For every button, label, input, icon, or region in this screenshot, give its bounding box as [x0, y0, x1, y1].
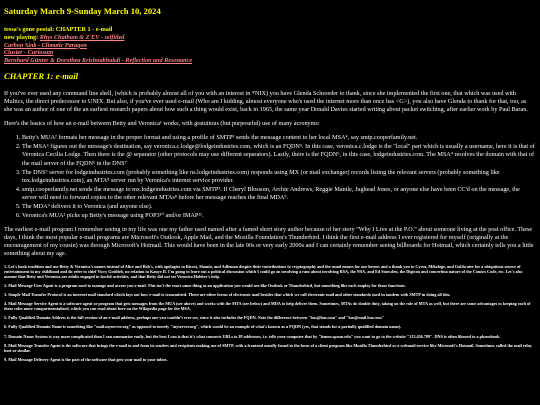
- email-steps-list: [4, 134, 536, 220]
- footnote: 2. Mail Message User Agent is a program used to manage and access you e-mail. This isn't the exact same thing as an application you would use like Outlook or Thunderbird, but something like each employ for those functions.: [4, 283, 406, 289]
- footnote: 1. Let's book tradition and use Betty & Veronica's names instead of Alice and Bob's, with apologies to Rivest, Shamir, and Adleman despite their contributions to cryptography and the usual names for our heroes and a thank you to Cyrus, Mikeloge, and Goldwater for a ubiquitous source of entertainment in my childhood and do refer to chief Viccy Gottlieb, no relation to Kanye II. I'm going to leave out a political discussion which I could go on involving a rant about involving RSA, the NSA, and Ed Snowden, the Digicon and concertina nature of the Comics Code, etc. Let's also assume that Betty and Veronica are adults engaged in lawful activities, and that Betty did not set Veronica Hobber's help.: [4, 264, 523, 280]
- cluster-link[interactable]: Cluster - Curiosum: [4, 49, 54, 57]
- footnote: 6. Fully Qualified Domain Name is something like "mail.myserver.org" as opposed to merely "myserver.org", which would be an example of what's known as a PQDN (yes, that stands for a partially qualified domain name).: [4, 324, 402, 330]
- step-item: 4. smtp.cooperfamily.net sends the message to mx.lodgeindustries.com via SMTP³. If Cheryl Blossom, Archie Andrews, Reggie Mantle, Jughead Jones, or anyone else have been CC'd on the message, the server will need to forward copies to the other relevant MTAs⁸ before her message reaches the final MDA⁹.: [22, 186, 536, 202]
- book-line: [4, 42, 536, 50]
- footnote: 8. Mail Message Transfer Agent is the software that brings the e-mail to and from its senders and recipients making use of SMTP, with a frontend usually found in the form of a client program like Mozilla Thunderbird or a webmail service like Microsoft's Hotmail. Sometimes called the mail relay host or similar.: [4, 342, 532, 353]
- now-playing-link[interactable]: Rhys Chatham & Z'EV - selfitled: [39, 33, 125, 41]
- footnote: 9. Mail Message Delivery Agent is the part of the software that gets your mail to your inbox.: [4, 356, 168, 362]
- book2-line: [4, 57, 536, 65]
- history-paragraph: The earliest e-mail program I remember seeing in my life was one my father used named after a famed short story author because of her story "Why I Live at the P.O." about someone living at the post office. These days, I think the most popular e-mail programs are Microsoft's Outlook, Apple Mail, and the Mozilla Foundation's Thunderbird. I think the first e-mail address I ever registered for myself (originally at the encouragement of my cousin) was through Microsoft's Hotmail. This would have been in the late 90s or very early 2000s and I can certainly remember seeing billboards for Hotmail, which certainly tells you a little something about my age.: [4, 225, 534, 258]
- posted-title: CHAPTER 1 - e-mail: [55, 26, 113, 34]
- footnote: 5. Fully Qualified Domain Address is the full version of an e-mail address, perhaps one you wouldn't ever see, since it also includes the FQDN. Note the difference between "bas@bar.com" and "bas@mail.bar.com": [4, 315, 385, 321]
- chapter-title: CHAPTER 1: e-mail: [4, 70, 78, 81]
- gunter-link[interactable]: Bernhard Günter & Dorothea Krishnabhakdi - Reflection and Resonance: [4, 57, 193, 65]
- footnote: 4. Mail Message Service Agent is a software agent or program that gets messages from the MUA (see above) and works with the MTA (see below) and MDA to help deliver them. Sometimes, MTAs do double duty, taking on the role of MTA as well, but there are some advantages to keeping each of these roles more compartmentalized, which you can read about here on the Wikipedia page for the MSA.: [4, 301, 531, 312]
- step-item: 6. Veronica's MUA² picks up Betty's message using POP3¹⁰ and/or IMAP¹¹.: [22, 212, 536, 220]
- posted-line: tessa's gone postal: CHAPTER 1 - e-mail: [4, 26, 113, 34]
- basics-paragraph: Here's the basics of how an e-mail between Betty and Veronica¹ works, with gratuitous (but purposeful) use of many acronyms:: [4, 120, 320, 128]
- step-item: 3. The DNS⁷ server for lodgeindustries.com (probably something like ns.lodgeindustries.com) responds using MX (or mail exchanger) records listing the relevant servers (probably something like mx.lodgeindustries.com), an MTA⁸ server run by Veronica's internet service provider.: [22, 169, 536, 185]
- intro-paragraph: If you've ever used any command line shell, (which is probably almost all of you with an interest in *NIX) you have Glenda Schroeder to thank, since she implemented the first one, that which was used with Multics, the direct predecessor to UNIX. But also, if you've ever used e-mail (Who am I kidding, almost everyone who's used the internet more than once has <G>), you also have Glenda to thank for that, too, as she was an author of one of the an earliest research papers about how such a thing would exist, back in 1965, the same year Donald Davies started writing about packet switching, after earlier work by Paul Baran.: [4, 90, 528, 114]
- footnote: 7. Domain Name System is way more complicated than I can summarize easily, but the best I can is that it's what connects URLs to IP addresses, i.e. tells your computer that by "lemon.spoon.edu" you want to go to the website "123.456.789". DNS is often likened to a phonebook.: [4, 333, 501, 339]
- step-item: 5. The MDA⁹ delivers it to Veronica (and anyone else).: [22, 203, 536, 211]
- playing-line: now playing: Rhys Chatham & Z'EV - selfitled: [4, 33, 125, 41]
- post-meta: [4, 26, 536, 65]
- post-date: Saturday March 9-Sunday March 10, 2024: [4, 6, 161, 16]
- step-item: 2. The MSA⁶ figures out the message's destination, say veronica.c.lodge@lodgeindustries.com, which is an FQDN⁵. In this case, veronica.c.lodge is the "local" part which is usually a username, here it is that of Veronica Cecilia Lodge. Then there is the @ separator (other protocols may use different separators). Lastly, there is the FQDN⁶, in this case, lodgeindustries.com. The MSA⁴ resolves the domain with that of the mail server of the FQDN⁶ in the DNS⁷: [22, 143, 536, 167]
- footnote: 3. Simple Mail Transfer Protocol is an internet mail standard which lays out how e-mail is transmitted. There are other forms of electronic mail besides that which we call electronic mail and other standards used in tandem with SMTP in doing all this.: [4, 292, 451, 298]
- album-line: [4, 49, 536, 57]
- step-item: 1. Betty's MUA² formats her message in the proper format and using a profile of SMTP³ sends the message content to her local MSA⁴, say smtp.cooperfamily.net.: [22, 134, 536, 142]
- carbon-sink-link[interactable]: Carbon Sink - Climatic Paragon: [4, 41, 87, 49]
- footnotes: [4, 264, 536, 361]
